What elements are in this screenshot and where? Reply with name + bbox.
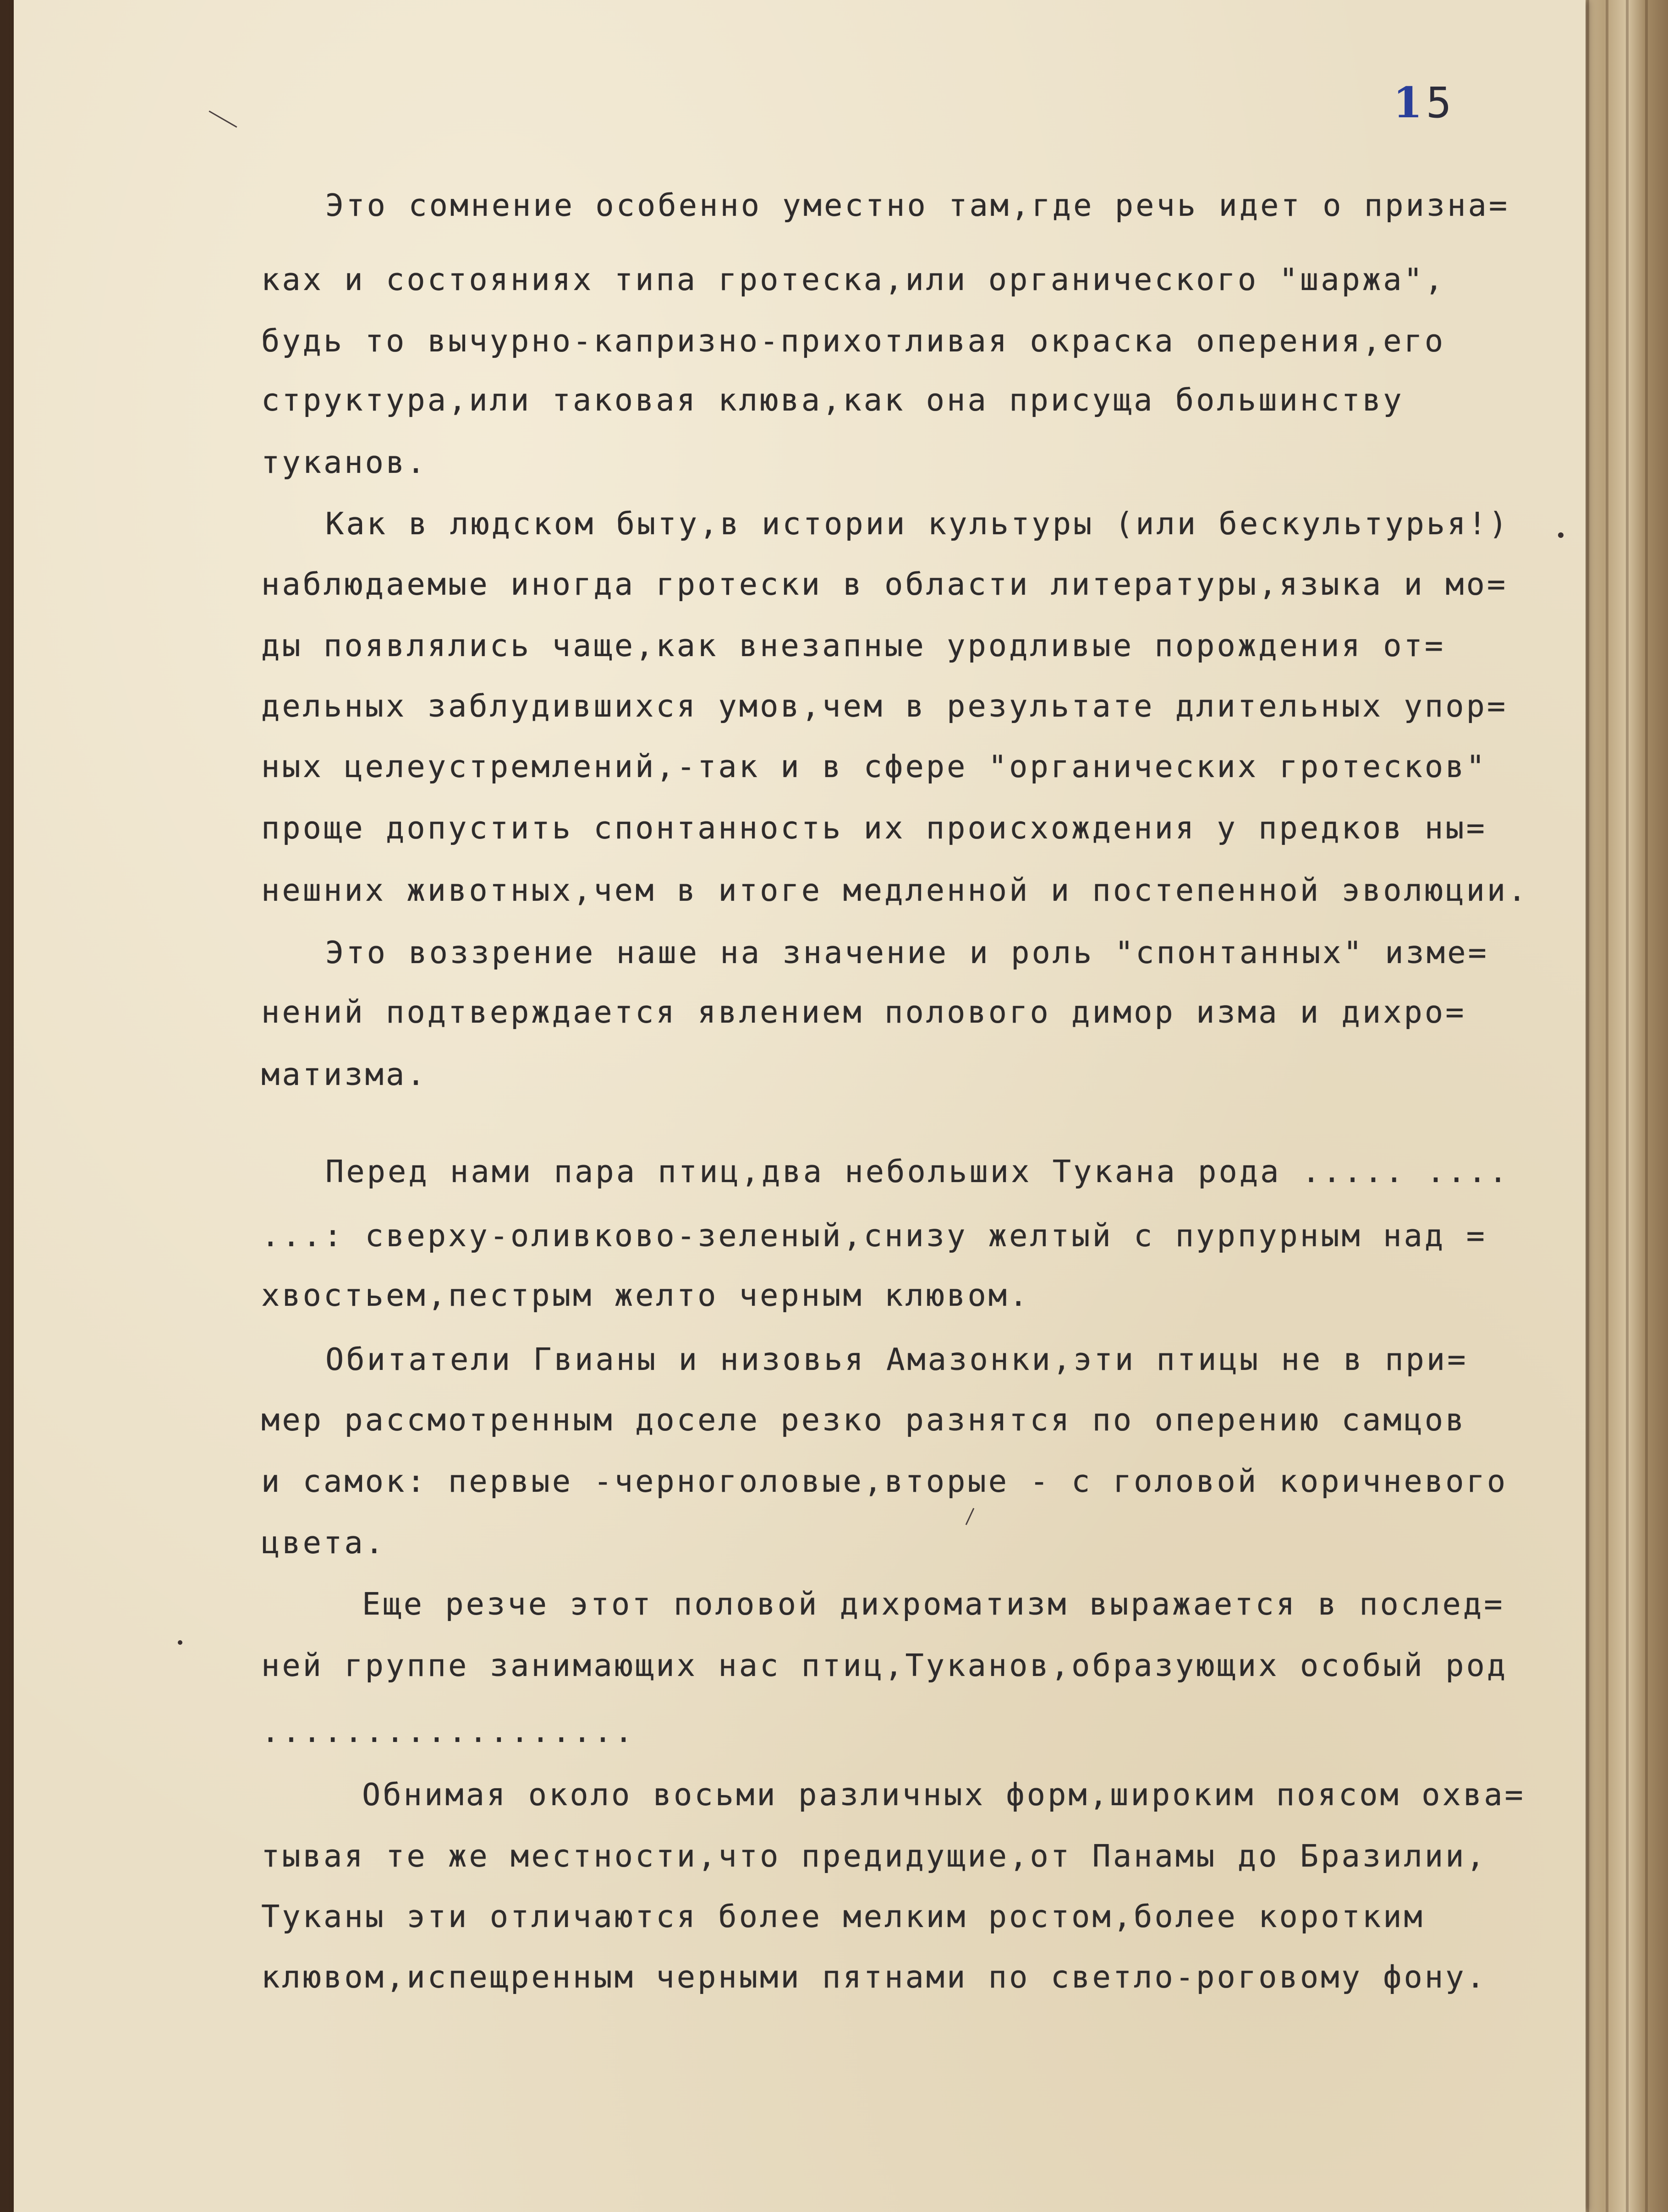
text-line: ках и состояниях типа гротеска,или органического "шаржа", <box>261 262 1446 297</box>
text-line: Перед нами пара птиц,два небольших Тукана рода ..... .... <box>325 1154 1510 1189</box>
text-line: ней группе занимающих нас птиц,Туканов,образующих особый род <box>261 1648 1508 1683</box>
page-edge-line <box>1606 0 1608 2212</box>
typewritten-page <box>14 0 1586 2212</box>
text-line: будь то вычурно-капризно-прихотливая окраска оперения,его <box>261 323 1446 359</box>
text-line: Как в людском быту,в истории культуры (или бескультурья!) <box>325 506 1510 542</box>
text-line: туканов. <box>261 444 428 480</box>
text-line: ных целеустремлений,-так и в сфере "органических гротесков" <box>261 749 1487 784</box>
text-line: Обитатели Гвианы и низовья Амазонки,эти птицы не в при= <box>325 1341 1468 1377</box>
text-line: матизма. <box>261 1057 428 1092</box>
text-line: дельных заблудившихся умов,чем в результате длительных упор= <box>261 688 1508 724</box>
text-line: ...: сверху-оливково-зеленый,снизу желтый с пурпурным над = <box>261 1218 1487 1254</box>
text-line: нений подтверждается явлением полового димор изма и дихро= <box>261 994 1466 1030</box>
text-line: клювом,испещренным черными пятнами по светло-роговому фону. <box>261 1959 1487 1995</box>
text-line: наблюдаемые иногда гротески в области литературы,языка и мо= <box>261 566 1508 602</box>
margin-dot <box>178 1640 182 1645</box>
text-line: Обнимая около восьми различных форм,широким поясом охва= <box>362 1777 1525 1812</box>
text-line: мер рассмотренным доселе резко разнятся по оперению самцов <box>261 1402 1466 1438</box>
text-line: Это сомнение особенно уместно там,где речь идет о призна= <box>325 187 1510 223</box>
text-line: тывая те же местности,что предидущие,от Панамы до Бразилии, <box>261 1838 1487 1874</box>
text-line: нешних животных,чем в итоге медленной и постепенной эволюции. <box>261 872 1529 908</box>
text-line: цвета. <box>261 1525 386 1560</box>
text-line: проще допустить спонтанность их происхождения у предков ны= <box>261 810 1487 846</box>
page-edge-line <box>1586 0 1589 2212</box>
text-line: Туканы эти отличаются более мелким ростом,более коротким <box>261 1899 1425 1934</box>
text-line: структура,или таковая клюва,как она присуща большинству <box>261 382 1404 418</box>
page-edge-line <box>1645 0 1648 2212</box>
text-line: хвостьем,пестрым желто черным клювом. <box>261 1277 1030 1313</box>
underlying-pages-edge <box>1576 0 1668 2212</box>
margin-dot <box>1558 532 1564 538</box>
page-edge-line <box>1626 0 1629 2212</box>
body-text <box>14 0 1586 2212</box>
page-number-typed: 5 <box>1426 78 1454 127</box>
text-line: и самок: первые -черноголовые,вторые - с головой коричневого <box>261 1463 1508 1499</box>
text-line: Это воззрение наше на значение и роль "спонтанных" изме= <box>325 935 1489 970</box>
text-line: Еще резче этот половой дихроматизм выражается в послед= <box>362 1586 1505 1622</box>
page-number-handwritten-prefix: 1 <box>1393 78 1425 127</box>
text-line: ды появлялись чаще,как внезапные уродливые порождения от= <box>261 628 1446 663</box>
text-line: .................. <box>261 1714 636 1749</box>
